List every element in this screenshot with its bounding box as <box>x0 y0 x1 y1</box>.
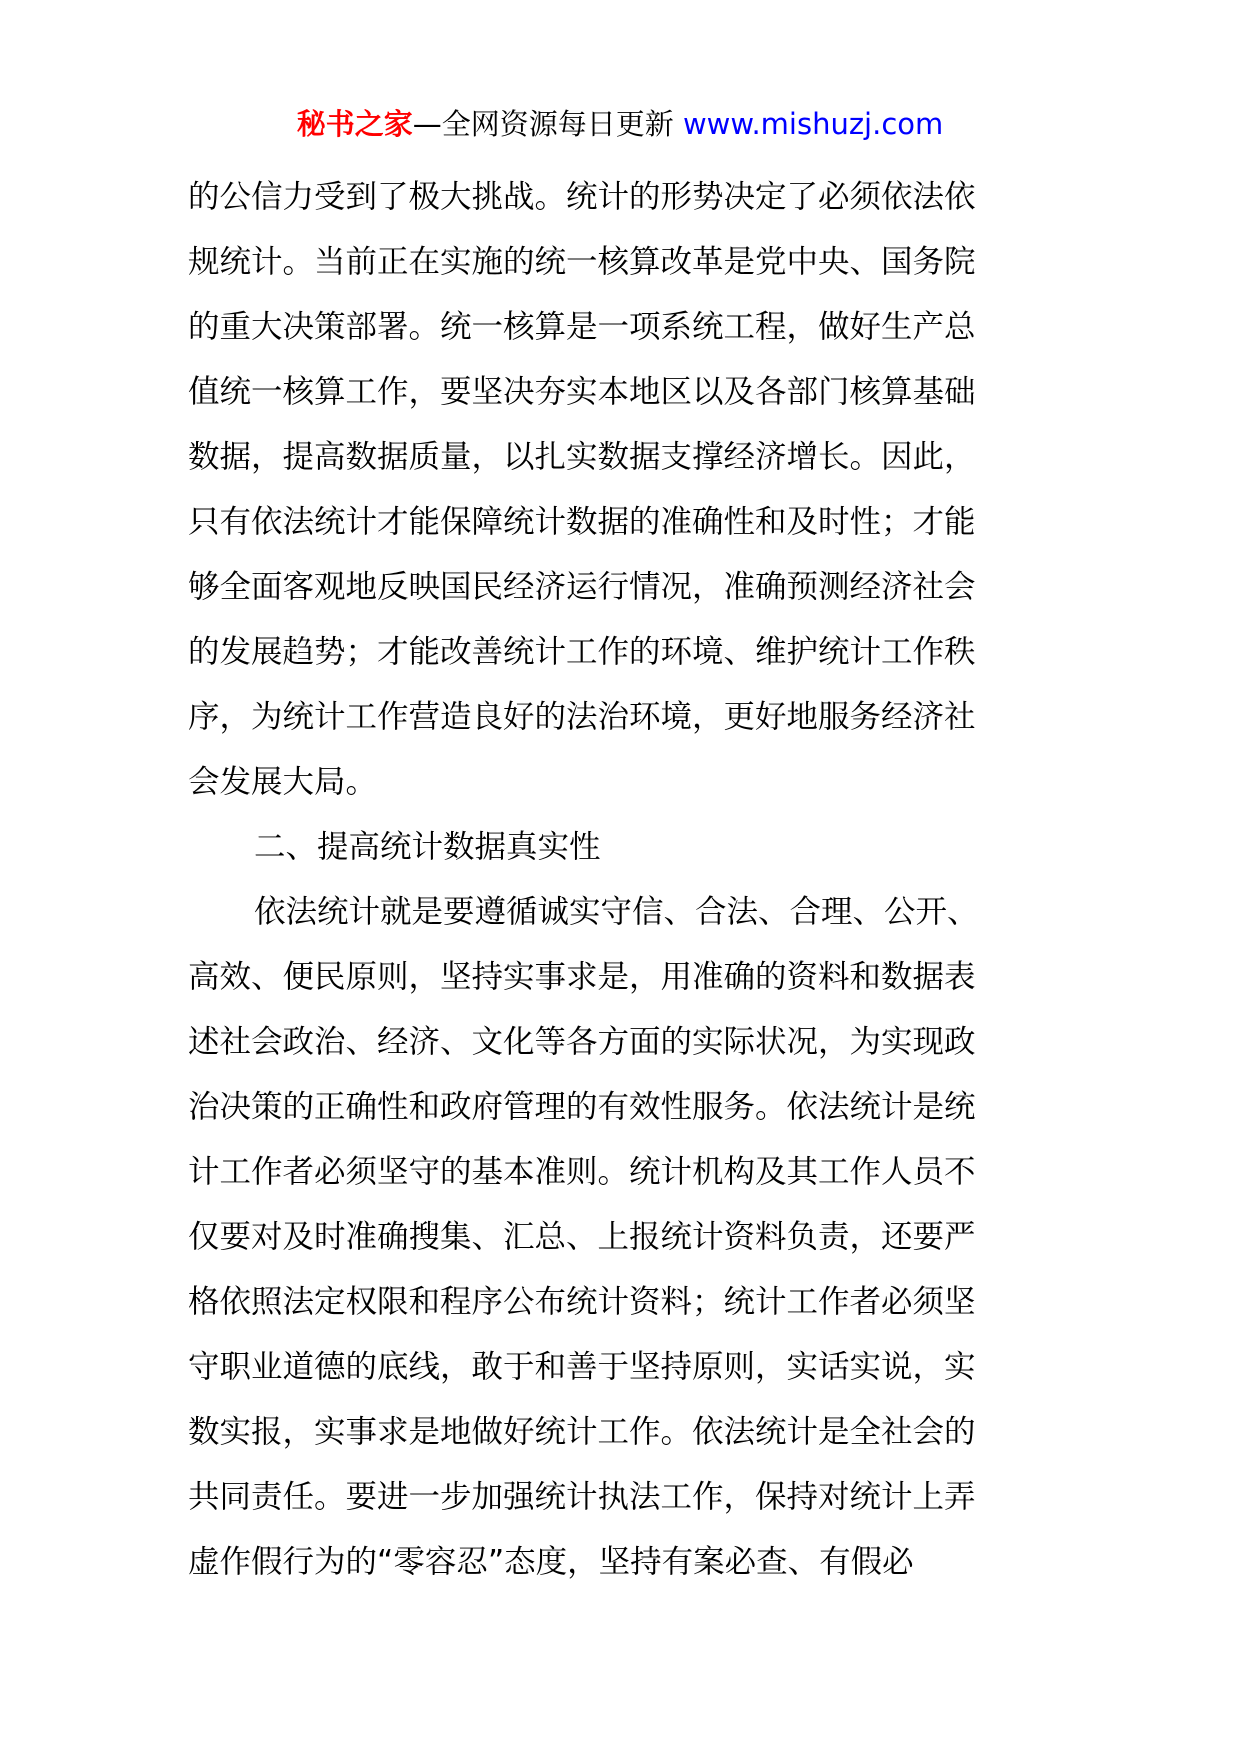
site-url-link[interactable]: www.mishuzj.com <box>682 107 944 141</box>
paragraph-line: 数据，提高数据质量，以扎实数据支撑经济增长。因此， <box>188 439 976 475</box>
paragraph-line: 述社会政治、经济、文化等各方面的实际状况，为实现政 <box>188 1024 976 1060</box>
paragraph-line: 计工作者必须坚守的基本准则。统计机构及其工作人员不 <box>188 1154 976 1190</box>
paragraph-line: 虚作假行为的“零容忍”态度，坚持有案必查、有假必 <box>188 1544 914 1580</box>
site-tagline: —全网资源每日更新 <box>412 107 674 141</box>
paragraph-line: 会发展大局。 <box>188 764 378 800</box>
paragraph-line: 序，为统计工作营造良好的法治环境，更好地服务经济社 <box>188 699 976 735</box>
site-brand: 秘书之家 <box>296 107 413 141</box>
paragraph-line: 格依照法定权限和程序公布统计资料；统计工作者必须坚 <box>188 1284 976 1320</box>
paragraph-line: 规统计。当前正在实施的统一核算改革是党中央、国务院 <box>188 244 976 280</box>
paragraph-line: 数实报，实事求是地做好统计工作。依法统计是全社会的 <box>188 1414 976 1450</box>
paragraph-line: 守职业道德的底线，敢于和善于坚持原则，实话实说，实 <box>188 1349 976 1385</box>
paragraph-line: 治决策的正确性和政府管理的有效性服务。依法统计是统 <box>188 1089 976 1125</box>
paragraph-line: 高效、便民原则，坚持实事求是，用准确的资料和数据表 <box>188 959 976 995</box>
section-heading: 二、提高统计数据真实性 <box>254 829 601 865</box>
paragraph-line: 的发展趋势；才能改善统计工作的环境、维护统计工作秩 <box>188 634 976 670</box>
paragraph-line: 值统一核算工作，要坚决夯实本地区以及各部门核算基础 <box>188 374 976 410</box>
paragraph-line: 的公信力受到了极大挑战。统计的形势决定了必须依法依 <box>188 179 976 215</box>
paragraph-line: 共同责任。要进一步加强统计执法工作，保持对统计上弄 <box>188 1479 976 1515</box>
document-body <box>188 165 1058 1595</box>
paragraph-line: 仅要对及时准确搜集、汇总、上报统计资料负责，还要严 <box>188 1219 976 1255</box>
paragraph-line: 的重大决策部署。统一核算是一项系统工程，做好生产总 <box>188 309 976 345</box>
paragraph-line: 依法统计就是要遵循诚实守信、合法、合理、公开、 <box>254 894 979 930</box>
page-header <box>0 104 1240 144</box>
paragraph-line: 够全面客观地反映国民经济运行情况，准确预测经济社会 <box>188 569 976 605</box>
paragraph-line: 只有依法统计才能保障统计数据的准确性和及时性；才能 <box>188 504 976 540</box>
